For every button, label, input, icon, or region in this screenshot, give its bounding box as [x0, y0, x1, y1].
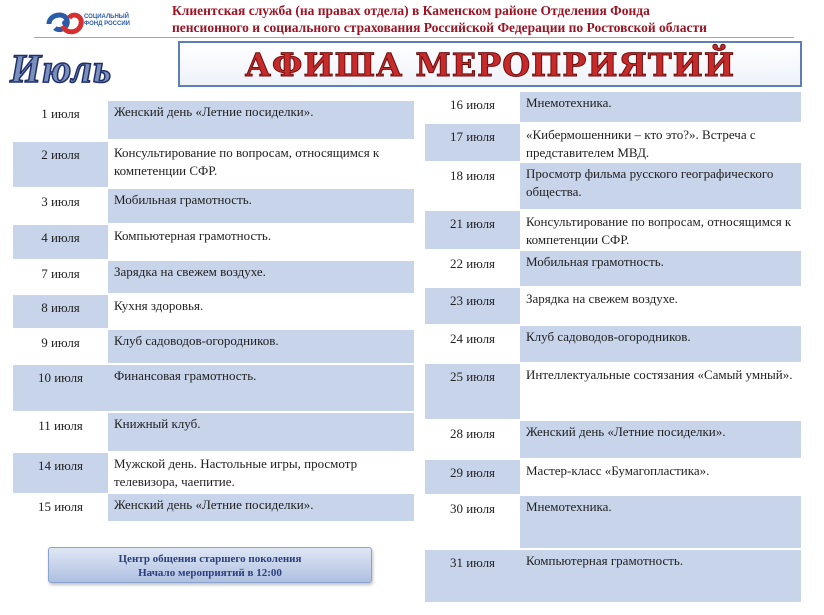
event-date: 10 июля: [13, 365, 108, 411]
event-title: Интеллектуальные состязания «Самый умный».: [520, 364, 801, 419]
event-date: 2 июля: [13, 142, 108, 187]
schedule-row: [425, 251, 801, 286]
schedule-row: [425, 163, 801, 209]
event-title: Компьютерная грамотность.: [108, 225, 414, 259]
event-date: 17 июля: [425, 124, 520, 161]
event-date: 16 июля: [425, 92, 520, 122]
event-title: Женский день «Летние посиделки».: [520, 421, 801, 458]
event-date: 23 июля: [425, 288, 520, 324]
logo-text: СОЦИАЛЬНЫЙ ФОНД РОССИИ: [84, 14, 130, 27]
event-date: 22 июля: [425, 251, 520, 286]
event-title: Клуб садоводов-огородников.: [108, 330, 414, 363]
event-date: 7 июля: [13, 261, 108, 293]
schedule-row: [13, 261, 414, 293]
schedule-row: [425, 92, 801, 122]
banner: [178, 41, 802, 87]
event-title: Зарядка на свежем воздухе.: [520, 288, 801, 324]
banner-title: АФИША МЕРОПРИЯТИЙ: [244, 46, 736, 84]
schedule-row: [13, 413, 414, 451]
schedule-row: [425, 211, 801, 249]
schedule-row: [13, 494, 414, 521]
event-date: 31 июля: [425, 550, 520, 602]
event-title: Кухня здоровья.: [108, 295, 414, 328]
schedule-row: [13, 225, 414, 259]
schedule-row: [425, 421, 801, 458]
event-date: 3 июля: [13, 189, 108, 223]
event-title: «Кибермошенники – кто это?». Встреча с представителем МВД.: [520, 124, 801, 161]
event-title: Консультирование по вопросам, относящимся к компетенции СФР.: [108, 142, 414, 187]
info-box-line-2: Начало мероприятий в 12:00: [138, 567, 282, 579]
event-title: Мобильная грамотность.: [108, 189, 414, 223]
event-title: Женский день «Летние посиделки».: [108, 101, 414, 139]
schedule-row: [425, 364, 801, 419]
event-date: 11 июля: [13, 413, 108, 451]
schedule-row: [425, 460, 801, 494]
schedule-row: [425, 496, 801, 548]
schedule-row: [13, 189, 414, 223]
event-date: 28 июля: [425, 421, 520, 458]
event-date: 18 июля: [425, 163, 520, 209]
schedule-row: [13, 295, 414, 328]
org-line-2: пенсионного и социального страхования Российской Федерации по Ростовской области: [172, 20, 707, 35]
event-title: Консультирование по вопросам, относящимся к компетенции СФР.: [520, 211, 801, 249]
event-title: Книжный клуб.: [108, 413, 414, 451]
month-title: Июль: [10, 46, 113, 91]
schedule-row: [13, 330, 414, 363]
event-date: 21 июля: [425, 211, 520, 249]
event-title: Компьютерная грамотность.: [520, 550, 801, 602]
event-date: 24 июля: [425, 326, 520, 362]
event-date: 29 июля: [425, 460, 520, 494]
event-title: Финансовая грамотность.: [108, 365, 414, 411]
event-title: Мобильная грамотность.: [520, 251, 801, 286]
event-title: Мнемотехника.: [520, 92, 801, 122]
event-title: Зарядка на свежем воздухе.: [108, 261, 414, 293]
event-title: Женский день «Летние посиделки».: [108, 494, 414, 521]
schedule-row: [13, 101, 414, 139]
schedule-row: [425, 550, 801, 602]
schedule-row: [13, 453, 414, 493]
event-date: 30 июля: [425, 496, 520, 548]
organization-header: [172, 2, 792, 36]
event-date: 14 июля: [13, 453, 108, 493]
info-box: [48, 547, 372, 583]
event-date: 1 июля: [13, 101, 108, 139]
event-title: Клуб садоводов-огородников.: [520, 326, 801, 362]
schedule-row: [13, 142, 414, 187]
info-box-line-1: Центр общения старшего поколения: [118, 553, 302, 565]
event-date: 9 июля: [13, 330, 108, 363]
schedule-row: [13, 365, 414, 411]
schedule-row: [425, 124, 801, 161]
event-date: 15 июля: [13, 494, 108, 521]
schedule-row: [425, 288, 801, 324]
event-title: Просмотр фильма русского географического общества.: [520, 163, 801, 209]
header-divider: [34, 37, 794, 38]
event-title: Мастер-класс «Бумагопластика».: [520, 460, 801, 494]
schedule-row: [425, 326, 801, 362]
event-date: 8 июля: [13, 295, 108, 328]
event-date: 4 июля: [13, 225, 108, 259]
event-title: Мужской день. Настольные игры, просмотр телевизора, чаепитие.: [108, 453, 414, 493]
org-line-1: Клиентская служба (на правах отдела) в Каменском районе Отделения Фонда: [172, 3, 650, 18]
event-date: 25 июля: [425, 364, 520, 419]
event-title: Мнемотехника.: [520, 496, 801, 548]
